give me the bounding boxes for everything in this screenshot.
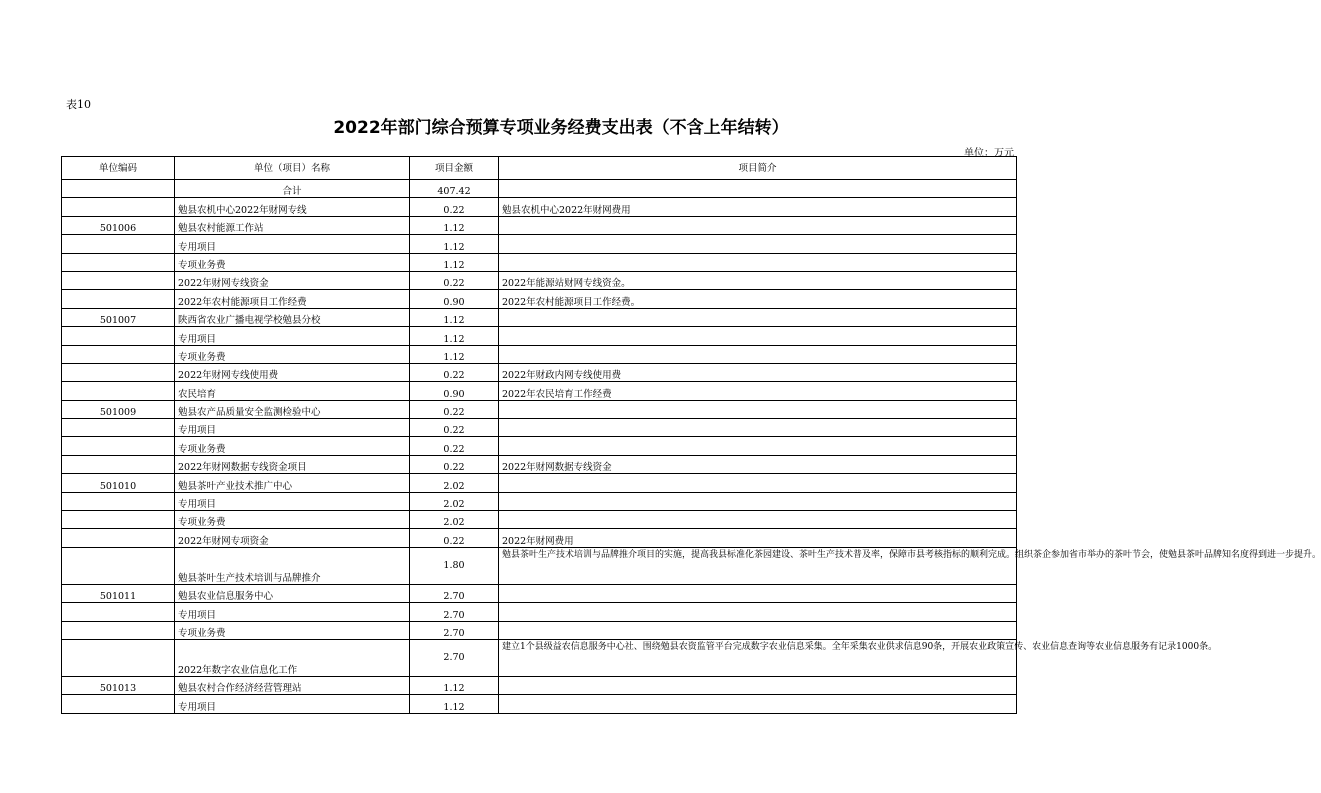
table-row — [62, 327, 1017, 345]
cell-name: 2022年财网专线资金 — [175, 271, 410, 289]
budget-table — [61, 156, 1321, 714]
table-row — [62, 584, 1017, 602]
table-row — [62, 308, 1017, 326]
cell-code — [62, 695, 175, 713]
cell-code — [62, 180, 175, 198]
table-row — [62, 492, 1017, 510]
cell-code — [62, 621, 175, 639]
table-row — [62, 455, 1017, 473]
cell-name: 勉县农机中心2022年财网专线 — [175, 198, 410, 216]
cell-name: 专用项目 — [175, 603, 410, 621]
cell-code — [62, 529, 175, 547]
page-title: 2022年部门综合预算专项业务经费支出表（不含上年结转） — [333, 118, 789, 138]
cell-code: 501006 — [62, 216, 175, 234]
table-header-row — [62, 157, 1017, 180]
cell-desc: 2022年财网费用 — [499, 529, 1017, 547]
sheet-label: 表10 — [66, 98, 91, 111]
cell-desc — [499, 327, 1017, 345]
table-row — [62, 198, 1017, 216]
cell-amount: 407.42 — [410, 180, 499, 198]
cell-desc: 2022年财网数据专线资金 — [499, 455, 1017, 473]
cell-code — [62, 253, 175, 271]
cell-name: 2022年财网数据专线资金项目 — [175, 455, 410, 473]
cell-desc: 2022年财政内网专线使用费 — [499, 363, 1017, 381]
cell-name: 2022年财网专线使用费 — [175, 363, 410, 381]
cell-name: 农民培育 — [175, 382, 410, 400]
cell-amount: 1.80 — [410, 547, 499, 584]
cell-desc — [499, 253, 1017, 271]
table-row — [62, 474, 1017, 492]
cell-name: 专用项目 — [175, 492, 410, 510]
table-row — [62, 382, 1017, 400]
table-row — [62, 363, 1017, 381]
cell-amount: 0.22 — [410, 198, 499, 216]
cell-amount: 2.02 — [410, 511, 499, 529]
cell-desc: 2022年农民培育工作经费 — [499, 382, 1017, 400]
table-row — [62, 676, 1017, 694]
cell-amount: 2.70 — [410, 584, 499, 602]
cell-amount: 1.12 — [410, 308, 499, 326]
cell-name: 2022年财网专项资金 — [175, 529, 410, 547]
cell-amount: 2.70 — [410, 621, 499, 639]
table-row — [62, 345, 1017, 363]
cell-desc — [499, 621, 1017, 639]
table-row — [62, 639, 1017, 676]
cell-name: 勉县农村能源工作站 — [175, 216, 410, 234]
header-desc: 项目简介 — [499, 157, 1017, 180]
cell-desc — [499, 419, 1017, 437]
cell-desc — [499, 511, 1017, 529]
cell-name: 勉县农村合作经济经营管理站 — [175, 676, 410, 694]
cell-name: 2022年数字农业信息化工作 — [175, 639, 410, 676]
cell-amount: 1.12 — [410, 345, 499, 363]
cell-name: 勉县农业信息服务中心 — [175, 584, 410, 602]
cell-name: 2022年农村能源项目工作经费 — [175, 290, 410, 308]
cell-code — [62, 198, 175, 216]
cell-desc — [499, 492, 1017, 510]
cell-code — [62, 235, 175, 253]
cell-code: 501011 — [62, 584, 175, 602]
cell-name: 陕西省农业广播电视学校勉县分校 — [175, 308, 410, 326]
cell-name: 专用项目 — [175, 327, 410, 345]
table-row — [62, 216, 1017, 234]
cell-desc — [499, 603, 1017, 621]
table-row — [62, 695, 1017, 713]
table-row — [62, 271, 1017, 289]
cell-name: 专项业务费 — [175, 621, 410, 639]
cell-amount: 0.22 — [410, 419, 499, 437]
cell-amount: 2.70 — [410, 639, 499, 676]
cell-code — [62, 271, 175, 289]
cell-name: 专用项目 — [175, 419, 410, 437]
unit-label: 单位：万元 — [964, 148, 1014, 159]
cell-amount: 0.90 — [410, 382, 499, 400]
cell-name: 专项业务费 — [175, 345, 410, 363]
cell-code — [62, 511, 175, 529]
table-row — [62, 419, 1017, 437]
cell-desc: 勉县茶叶生产技术培训与品牌推介项目的实施，提高我县标准化茶园建设、茶叶生产技术普及率，保障市县考核指标的顺利完成。组织茶企参加省市举办的茶叶节会，使勉县茶叶品牌知名度得到进一步提升。 — [499, 547, 1017, 584]
cell-code — [62, 455, 175, 473]
cell-code — [62, 639, 175, 676]
cell-desc — [499, 180, 1017, 198]
cell-code — [62, 290, 175, 308]
cell-amount: 1.12 — [410, 216, 499, 234]
cell-desc — [499, 216, 1017, 234]
table-row — [62, 290, 1017, 308]
cell-name: 勉县茶叶生产技术培训与品牌推介 — [175, 547, 410, 584]
header-amount: 项目金额 — [410, 157, 499, 180]
cell-desc — [499, 400, 1017, 418]
cell-code — [62, 437, 175, 455]
cell-desc — [499, 345, 1017, 363]
cell-desc — [499, 308, 1017, 326]
cell-code — [62, 382, 175, 400]
cell-amount: 2.02 — [410, 492, 499, 510]
cell-amount: 0.22 — [410, 529, 499, 547]
table-row — [62, 235, 1017, 253]
cell-amount: 0.90 — [410, 290, 499, 308]
cell-code — [62, 547, 175, 584]
cell-amount: 0.22 — [410, 271, 499, 289]
cell-name: 专项业务费 — [175, 437, 410, 455]
table-row — [62, 400, 1017, 418]
cell-desc: 2022年农村能源项目工作经费。 — [499, 290, 1017, 308]
cell-amount: 1.12 — [410, 253, 499, 271]
cell-desc — [499, 437, 1017, 455]
table-row — [62, 603, 1017, 621]
cell-code: 501010 — [62, 474, 175, 492]
cell-amount: 1.12 — [410, 695, 499, 713]
cell-name: 专用项目 — [175, 695, 410, 713]
cell-desc — [499, 235, 1017, 253]
cell-amount: 0.22 — [410, 363, 499, 381]
cell-amount: 1.12 — [410, 327, 499, 345]
cell-code — [62, 363, 175, 381]
cell-desc — [499, 474, 1017, 492]
cell-name: 专项业务费 — [175, 253, 410, 271]
cell-amount: 0.22 — [410, 400, 499, 418]
cell-name: 合计 — [175, 180, 410, 198]
cell-code — [62, 603, 175, 621]
cell-amount: 2.70 — [410, 603, 499, 621]
cell-name: 勉县茶叶产业技术推广中心 — [175, 474, 410, 492]
cell-code — [62, 492, 175, 510]
cell-code — [62, 419, 175, 437]
cell-amount: 2.02 — [410, 474, 499, 492]
cell-amount: 0.22 — [410, 437, 499, 455]
cell-code: 501009 — [62, 400, 175, 418]
cell-code — [62, 345, 175, 363]
header-name: 单位（项目）名称 — [175, 157, 410, 180]
cell-amount: 1.12 — [410, 235, 499, 253]
cell-code: 501013 — [62, 676, 175, 694]
table-row — [62, 511, 1017, 529]
cell-name: 勉县农产品质量安全监测检验中心 — [175, 400, 410, 418]
cell-amount: 1.12 — [410, 676, 499, 694]
table-row — [62, 621, 1017, 639]
cell-desc — [499, 695, 1017, 713]
cell-desc: 勉县农机中心2022年财网费用 — [499, 198, 1017, 216]
table-row — [62, 547, 1017, 584]
cell-desc — [499, 676, 1017, 694]
cell-name: 专项业务费 — [175, 511, 410, 529]
table-row — [62, 437, 1017, 455]
header-code: 单位编码 — [62, 157, 175, 180]
total-row — [62, 180, 1017, 198]
cell-code — [62, 327, 175, 345]
cell-desc — [499, 584, 1017, 602]
cell-desc: 2022年能源站财网专线资金。 — [499, 271, 1017, 289]
cell-name: 专用项目 — [175, 235, 410, 253]
cell-amount: 0.22 — [410, 455, 499, 473]
table-body — [62, 180, 1321, 714]
table-row — [62, 253, 1017, 271]
table-row — [62, 529, 1017, 547]
cell-code: 501007 — [62, 308, 175, 326]
cell-desc: 建立1个县级益农信息服务中心社、围绕勉县农资监管平台完成数字农业信息采集。全年采集农业供求信息90条，开展农业政策宣传、农业信息查询等农业信息服务有记录1000条。 — [499, 639, 1017, 676]
